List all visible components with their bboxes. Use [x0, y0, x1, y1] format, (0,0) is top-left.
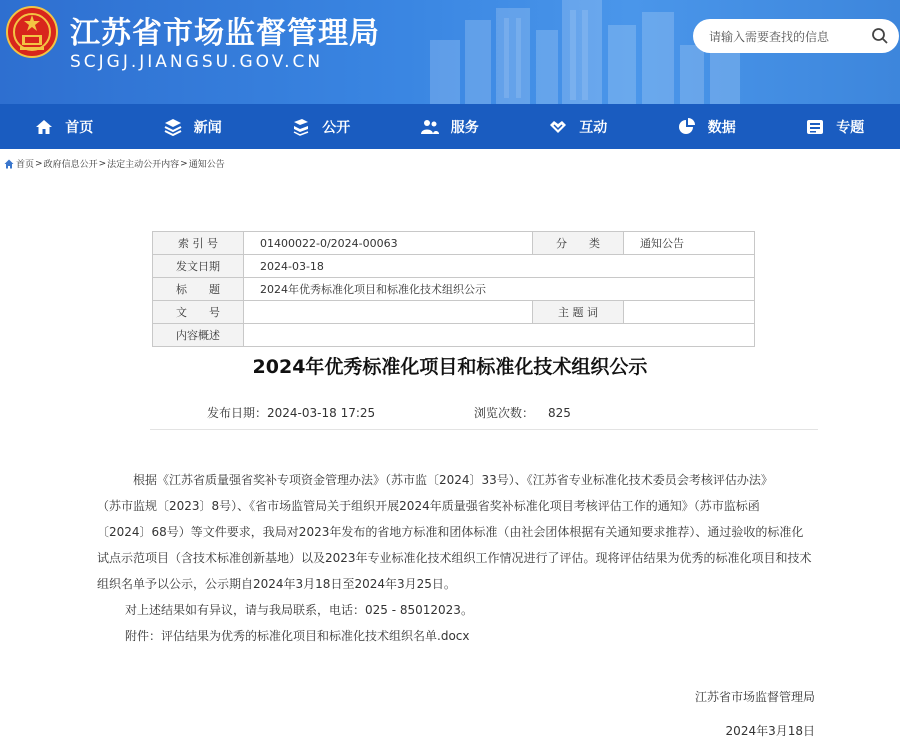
nav-home[interactable]	[0, 104, 129, 149]
article-title: 2024年优秀标准化项目和标准化技术组织公示	[252, 356, 648, 378]
open-icon	[292, 118, 310, 136]
main-nav	[0, 104, 900, 149]
attachment-link[interactable]: 评估结果为优秀的标准化项目和标准化技术组织名单.docx	[161, 629, 470, 643]
site-url: SCJGJ.JIANGSU.GOV.CN	[70, 52, 324, 72]
body-line: 〔2024〕68号）等文件要求，我局对2023年发布的省地方标准和团体标准（由社会团体根据有关通知要求推荐）、通过验收的标准化	[97, 525, 804, 539]
nav-label: 专题	[836, 119, 865, 136]
publish-info	[207, 404, 375, 421]
nav-data[interactable]	[643, 104, 772, 149]
attachment-line	[97, 623, 819, 649]
views-label: 浏览次数：	[474, 406, 535, 420]
search-box	[693, 19, 899, 53]
national-emblem-icon	[6, 6, 58, 58]
date-label: 发文日期	[153, 255, 244, 278]
category-label: 分 类	[533, 232, 624, 255]
meta-row	[153, 301, 755, 324]
attachment-label: 附件：	[125, 629, 162, 643]
title-label: 标 题	[153, 278, 244, 301]
breadcrumb-gov-info[interactable]: 政府信息公开	[43, 160, 98, 170]
body-paragraph-2: 对上述结果如有异议，请与我局联系，电话：025 - 85012023。	[125, 603, 473, 617]
summary-label: 内容概述	[153, 324, 244, 347]
meta-row	[153, 255, 755, 278]
signature: 江苏省市场监督管理局	[694, 690, 815, 704]
subject-label: 主 题 词	[533, 301, 624, 324]
nav-label: 公开	[322, 119, 351, 136]
publish-date: 2024-03-18 17:25	[267, 406, 376, 420]
topic-icon	[806, 118, 824, 136]
index-label: 索 引 号	[153, 232, 244, 255]
title-value: 2024年优秀标准化项目和标准化技术组织公示	[244, 278, 755, 301]
body-line: 试点示范项目（含技术标准创新基地）以及2023年专业标准化技术组织工作情况进行了评估。现将评估结果为优秀的标准化项目和技术	[97, 551, 812, 565]
nav-label: 新闻	[193, 119, 222, 136]
body-line: （苏市监规〔2023〕8号）、《省市场监管局关于组织开展2024年质量强省奖补标准化项目考核评估工作的通知》（苏市监标函	[97, 499, 760, 513]
nav-topic[interactable]	[771, 104, 900, 149]
body-line: 根据《江苏省质量强省奖补专项资金管理办法》（苏市监〔2024〕33号）、《江苏省专业标准化技术委员会考核评估办法》	[133, 473, 773, 487]
layers-icon	[164, 118, 182, 136]
subject-value	[624, 301, 755, 324]
views-count: 825	[548, 406, 571, 420]
pie-chart-icon	[678, 118, 696, 136]
date-value: 2024-03-18	[244, 255, 755, 278]
divider	[150, 429, 818, 430]
breadcrumb-home[interactable]: 首页	[16, 160, 35, 170]
views-info	[474, 404, 571, 421]
summary-value	[244, 324, 755, 347]
people-icon	[421, 118, 439, 136]
publish-label: 发布日期：	[207, 406, 268, 420]
nav-interact[interactable]	[514, 104, 643, 149]
document-meta-table	[152, 231, 755, 347]
nav-news[interactable]	[129, 104, 258, 149]
breadcrumb-notices[interactable]: 通知公告	[188, 160, 225, 170]
meta-row	[153, 232, 755, 255]
nav-label: 服务	[450, 119, 479, 136]
home-icon	[35, 118, 53, 136]
nav-label: 数据	[707, 119, 736, 136]
nav-label: 互动	[579, 119, 608, 136]
breadcrumb-statutory[interactable]: 法定主动公开内容	[107, 160, 180, 170]
meta-row	[153, 324, 755, 347]
index-value: 01400022-0/2024-00063	[244, 232, 533, 255]
body-line: 组织名单予以公示，公示期自2024年3月18日至2024年3月25日。	[97, 577, 456, 591]
breadcrumb: 首页 > 政府信息公开 > 法定主动公开内容 > 通知公告	[4, 157, 225, 170]
docno-value	[244, 301, 533, 324]
handshake-icon	[549, 118, 567, 136]
search-icon[interactable]	[871, 27, 889, 45]
site-title: 江苏省市场监督管理局	[70, 16, 380, 51]
docno-label: 文 号	[153, 301, 244, 324]
nav-open[interactable]	[257, 104, 386, 149]
site-header	[0, 0, 900, 104]
body-paragraph-1	[97, 467, 819, 597]
nav-label: 首页	[65, 119, 94, 136]
sign-date: 2024年3月18日	[725, 724, 815, 738]
meta-row	[153, 278, 755, 301]
home-icon	[4, 159, 14, 169]
category-value: 通知公告	[624, 232, 755, 255]
nav-service[interactable]	[386, 104, 515, 149]
search-input[interactable]	[707, 26, 861, 48]
